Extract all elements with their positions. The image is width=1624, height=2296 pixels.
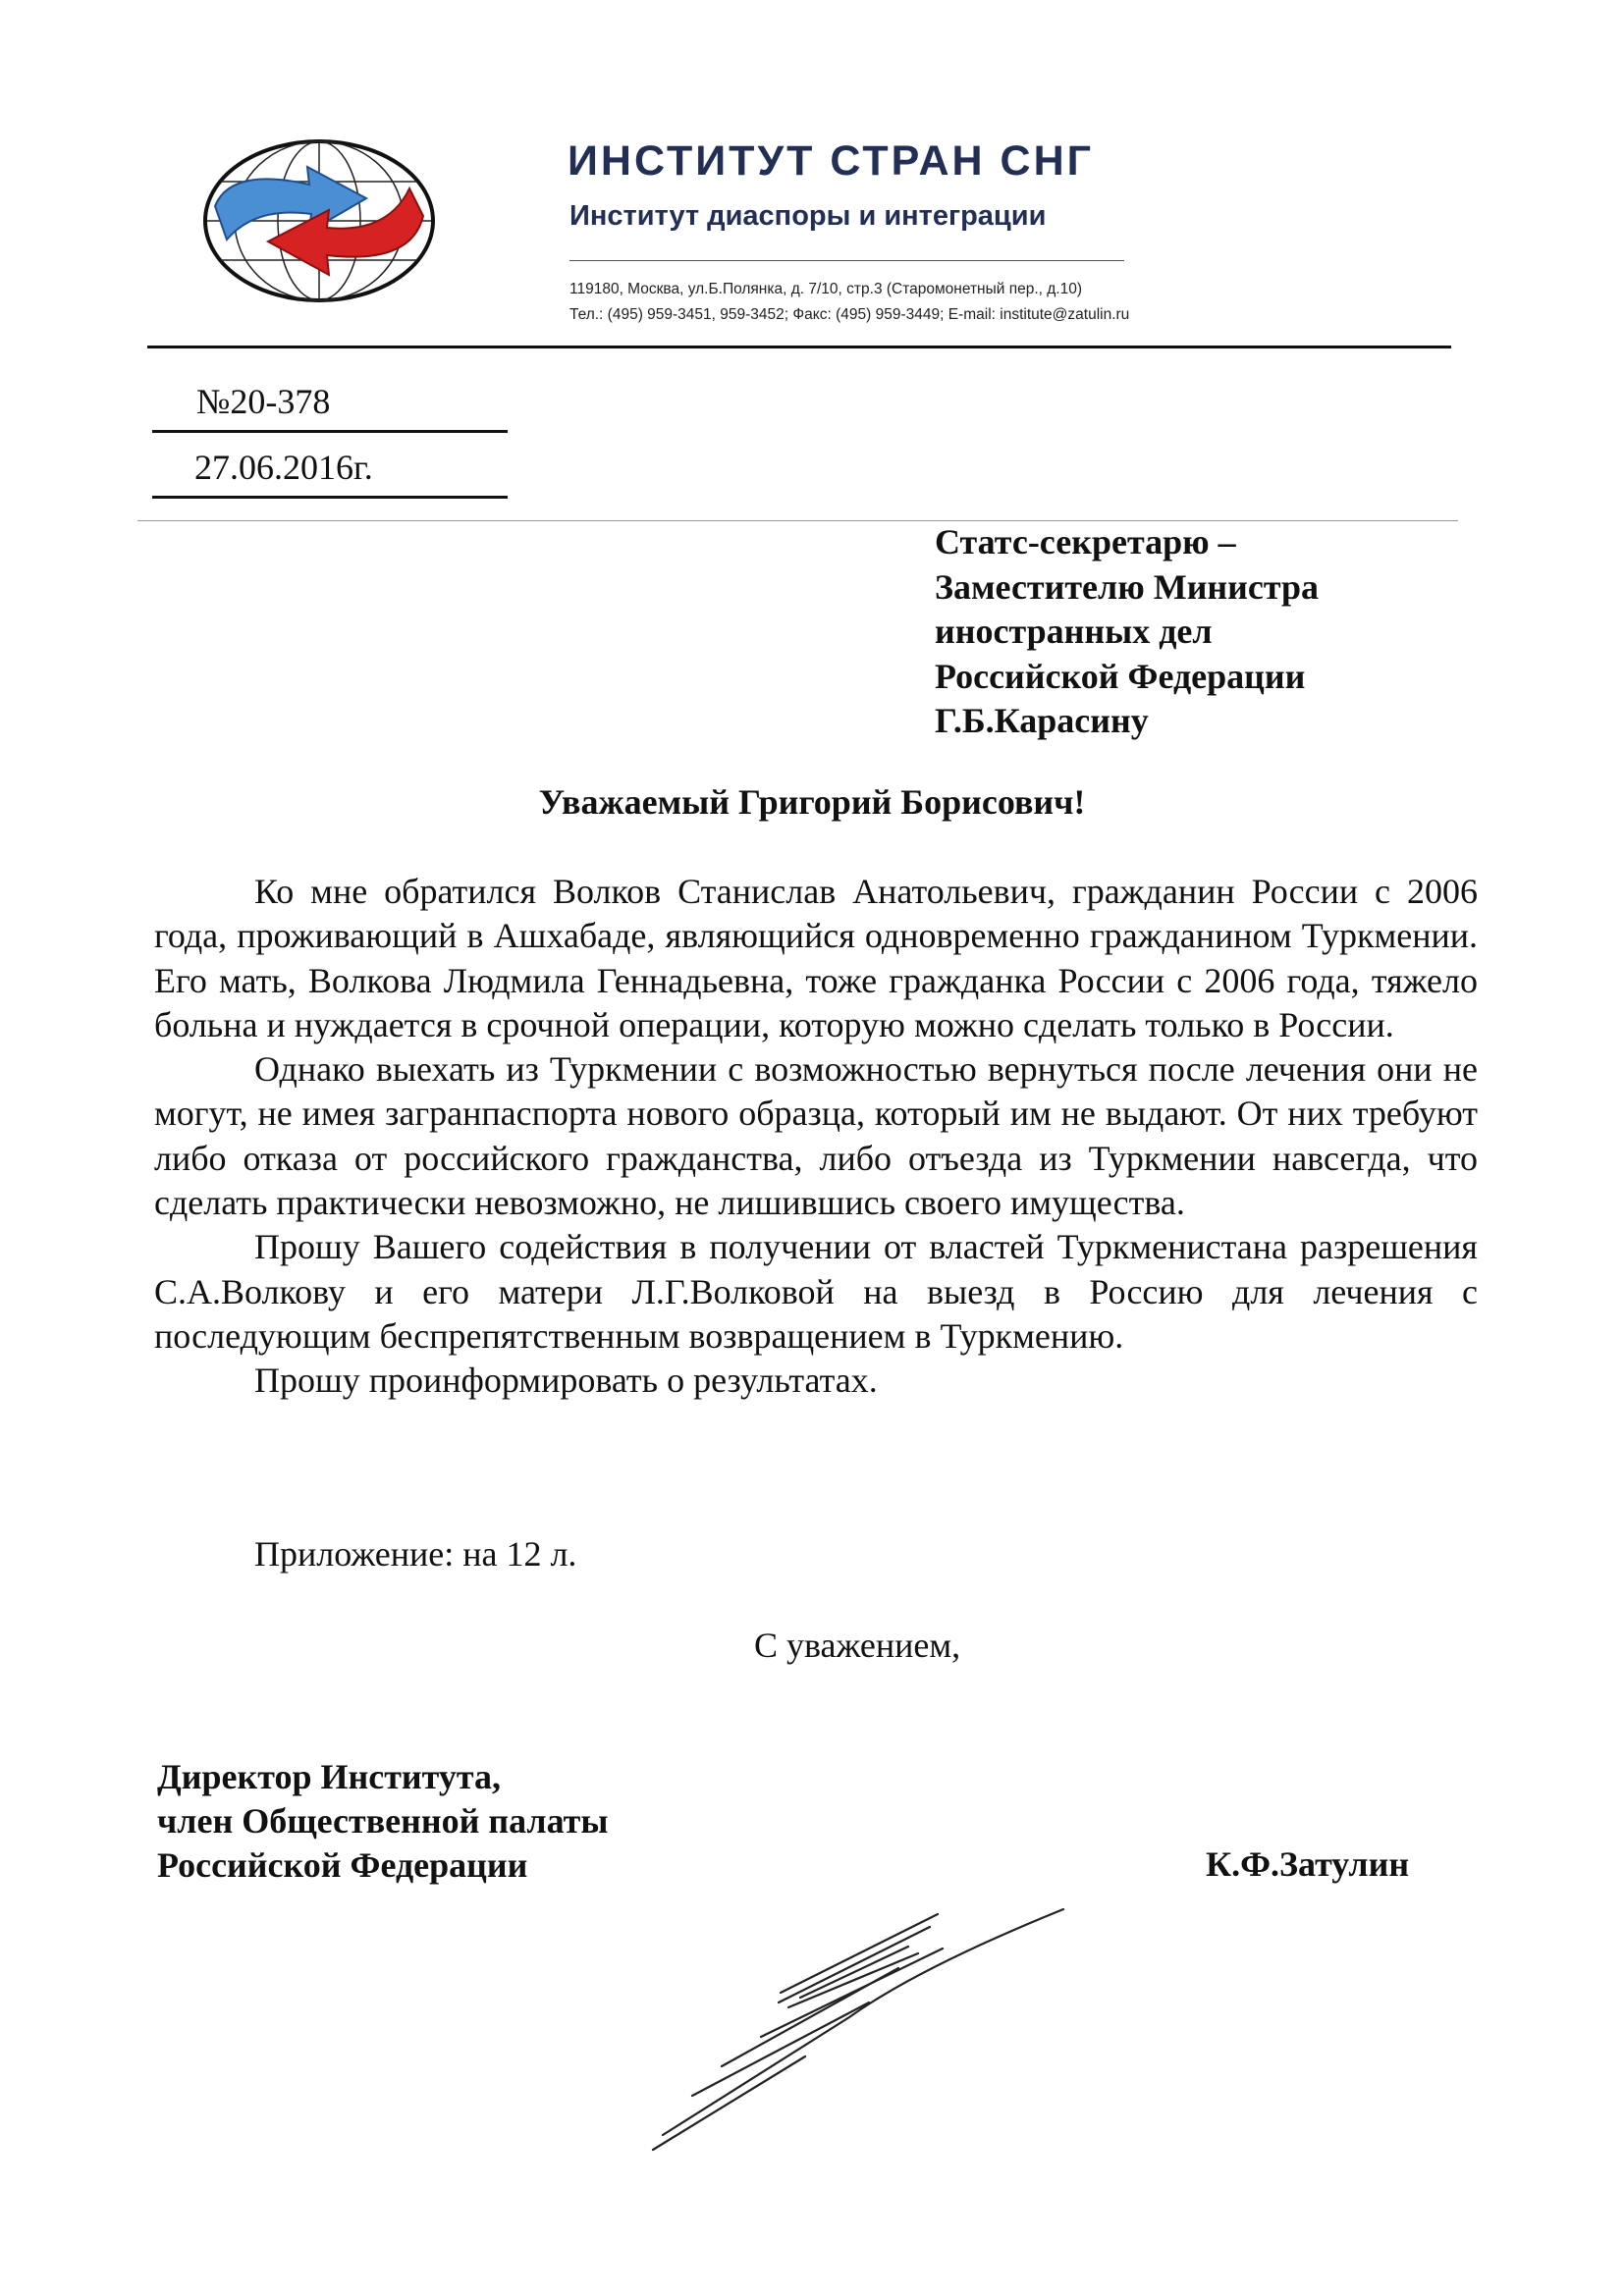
body-paragraph: Однако выехать из Туркмении с возможностью вернуться после лечения они не могут, не имея загранпаспорта нового образца, который им не выдают. От них требуют либо отказа от российского гражданства, либо отъезда из Туркмении навсегда, что сделать практически невозможно, не лишившись своего имущества. bbox=[154, 1049, 1478, 1223]
addressee-line: иностранных дел bbox=[935, 612, 1213, 651]
handwritten-signature-icon bbox=[604, 1899, 1075, 2155]
organization-address: 119180, Москва, ул.Б.Полянка, д. 7/10, стр.3 (Старомонетный пер., д.10) bbox=[569, 281, 1083, 297]
closing-phrase: С уважением, bbox=[754, 1626, 961, 1665]
signer-title bbox=[157, 1755, 608, 1888]
signer-title-line: член Общественной палаты bbox=[157, 1801, 609, 1841]
addressee-block bbox=[935, 520, 1319, 744]
registration-underline bbox=[152, 430, 508, 433]
document-date: 27.06.2016г. bbox=[194, 448, 373, 487]
document-number: №20-378 bbox=[196, 382, 331, 421]
signer-name: К.Ф.Затулин bbox=[1206, 1844, 1410, 1884]
organization-subtitle: Институт диаспоры и интеграции bbox=[569, 200, 1047, 232]
organization-name: ИНСТИТУТ СТРАН СНГ bbox=[568, 137, 1095, 185]
letter-body bbox=[154, 870, 1478, 1404]
addressee-line: Статс-секретарю – bbox=[935, 522, 1236, 561]
addressee-line: Российской Федерации bbox=[935, 656, 1306, 696]
salutation: Уважаемый Григорий Борисович! bbox=[538, 782, 1086, 822]
organization-logo-icon bbox=[201, 137, 437, 304]
letterhead-divider-thin bbox=[569, 260, 1124, 261]
signer-title-line: Директор Института, bbox=[157, 1757, 501, 1796]
addressee-line: Г.Б.Карасину bbox=[935, 701, 1149, 740]
signer-title-line: Российской Федерации bbox=[157, 1845, 528, 1885]
body-paragraph: Ко мне обратился Волков Станислав Анатольевич, гражданин России с 2006 года, проживающий в Ашхабаде, являющийся одновременно гражданином Туркмении. Его мать, Волкова Людмила Геннадьевна, тоже гражданка России с 2006 года, тяжело больна и нуждается в срочной операции, которую можно сделать только в России. bbox=[154, 872, 1478, 1044]
addressee-line: Заместителю Министра bbox=[935, 566, 1320, 607]
body-paragraph: Прошу Вашего содействия в получении от властей Туркменистана разрешения С.А.Волкову и его матери Л.Г.Волковой на выезд в Россию для лечения с последующим беспрепятственным возвращением в Туркмению. bbox=[154, 1227, 1478, 1356]
registration-underline bbox=[152, 496, 508, 499]
letterhead-divider bbox=[147, 346, 1451, 348]
attachment-note: Приложение: на 12 л. bbox=[254, 1534, 577, 1574]
body-paragraph: Прошу проинформировать о результатах. bbox=[254, 1361, 878, 1401]
organization-contacts: Тел.: (495) 959-3451, 959-3452; Факс: (495) 959-3449; E-mail: institute@zatulin.ru bbox=[569, 306, 1130, 323]
